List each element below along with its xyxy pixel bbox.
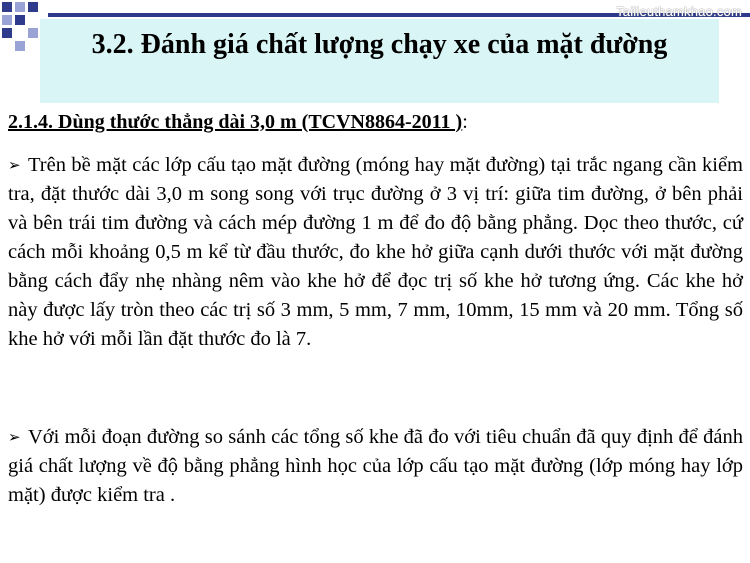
subheading-label: 2.1.4. Dùng thước thẳng dài 3,0 m (TCVN8864-2011 ) [8, 111, 463, 133]
deco-square [15, 2, 25, 12]
arrow-bullet-icon: ➢ [8, 156, 21, 174]
decorative-squares [0, 0, 40, 90]
section-subheading [8, 109, 743, 135]
watermark: Tailieuthamkhao.com [616, 4, 742, 19]
deco-square [2, 28, 12, 38]
paragraph-2-text: Với mỗi đoạn đường so sánh các tổng số khe đã đo với tiêu chuẩn đã quy định để đánh giá chất lượng về độ bằng phẳng hình học của lớp cấu tạo mặt đường (lớp móng hay lớp mặt) được kiểm tra . [8, 426, 743, 506]
paragraph-1 [8, 151, 743, 354]
deco-square [15, 15, 25, 25]
deco-square [2, 15, 12, 25]
deco-square [2, 2, 12, 12]
arrow-bullet-icon: ➢ [8, 428, 21, 446]
paragraph-2 [8, 423, 743, 510]
slide-title: 3.2. Đánh giá chất lượng chạy xe của mặt đường [91, 29, 668, 60]
deco-square [28, 28, 38, 38]
deco-square [15, 41, 25, 51]
subheading-suffix: : [462, 111, 468, 133]
paragraph-1-text: Trên bề mặt các lớp cấu tạo mặt đường (móng hay mặt đường) tại trắc ngang cần kiểm tra, đặt thước dài 3,0 m song song với trục đường ở 3 vị trí: giữa tim đường, ở bên phải và bên trái tim đường và cách mép đường 1 m để đo độ bằng phẳng. Dọc theo thước, cứ cách mỗi khoảng 0,5 m kể từ đầu thước, đo khe hở giữa cạnh dưới thước với mặt đường bằng cách đẩy nhẹ nhàng nêm vào khe hở để đọc trị số khe hở tương ứng. Các khe hở này được lấy tròn theo các trị số 3 mm, 5 mm, 7 mm, 10mm, 15 mm và 20 mm. Tổng số khe hở với mỗi lần đặt thước đo là 7. [8, 154, 743, 350]
deco-square [28, 2, 38, 12]
